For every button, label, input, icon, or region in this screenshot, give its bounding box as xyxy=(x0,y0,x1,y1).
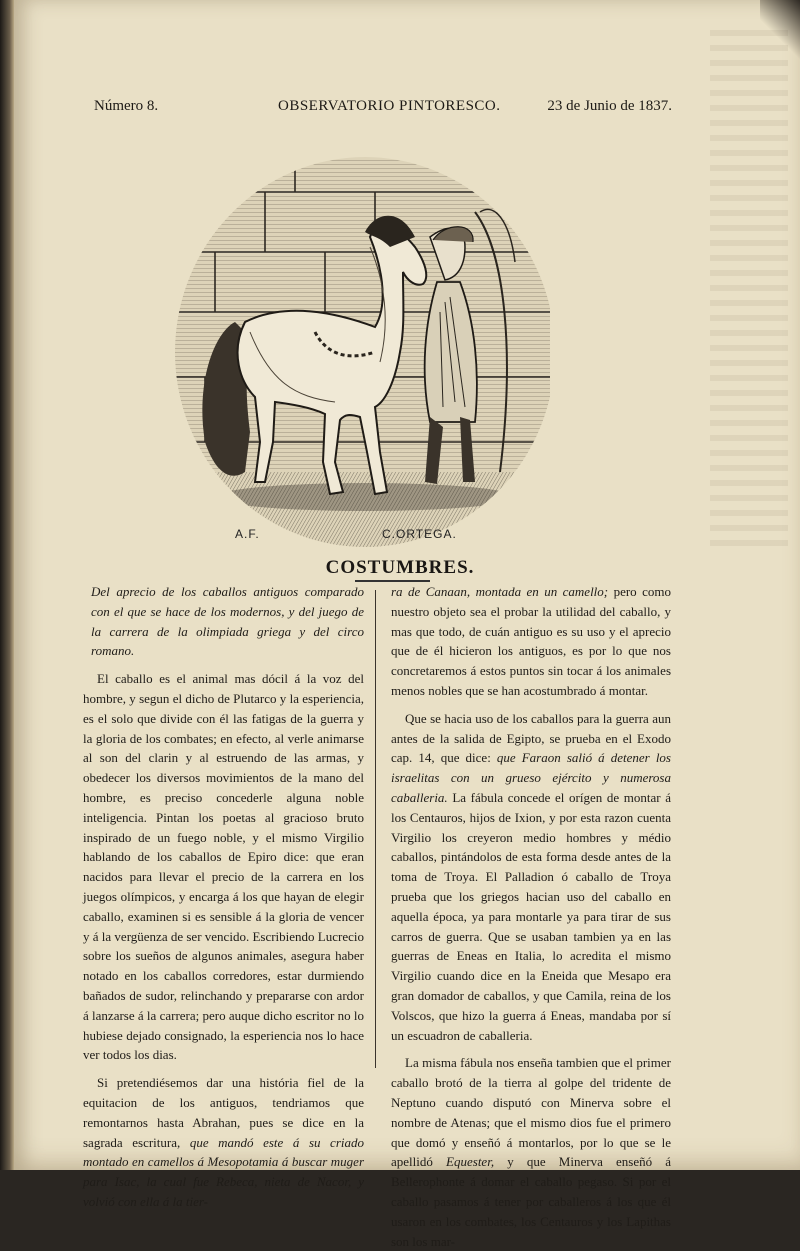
issue-number: Número 8. xyxy=(94,98,159,114)
paragraph-text: Si pretendiésemos dar una história fiel de la equitacion de los antiguos, tendriamos que remontarnos hasta Abrahan, pues se dice en la sagrada escritura, xyxy=(83,1075,364,1150)
paragraph-text: pero como nuestro objeto sea el probar la utilidad del caballo, y mas que todo, de cuán antiguo es su uso y el aprecio que de él hicieron los antiguos, es por lo que nos concretaremos á estos puntos sin tocar á los animales menos nobles que se han acostumbrado á montar. xyxy=(391,584,671,698)
quoted-exodus: que Faraon salió á detener los israelitas con un grueso ejército y numerosa caballeria. xyxy=(391,750,671,805)
page-header xyxy=(82,98,672,122)
latin-term: Equester, xyxy=(446,1154,495,1170)
article-subtitle: Del aprecio de los caballos antiguos comparado con el que se hace de los modernos, y del juego de la carrera de la olimpiada griega y del circo romano. xyxy=(91,584,364,659)
horse-engraving xyxy=(175,152,550,547)
paragraph: El caballo es el animal mas dócil á la voz del hombre, y segun el dicho de Plutarco y la esperiencia, es el solo que divide con él las fatigas de la guerra y la gloria de los combates; en efecto, al verle animarse al son del clarin y al estruendo de las armas, y obedecer los diversos movimientos de la mano del hombre, es preciso concederle alguna noble inteligencia. Pintan los poetas al gracioso bruto inspirado de un fuego noble, y el mismo Virgilio hablando de los caballos de Epiro dice: que eran nacidos para llevar el precio de la carrera en los juegos olímpicos, y encarga á los que hayan de elegir caballo, examinen si es sensible á la gloria de vencer y á la vergüenza de ser vencido. Escribiendo Lucrecio sobre los sueños de algunos animales, asegura haber notado en los caballos corredores, estar durmiendo bañados de sudor, relinchando y prepararse con ardor á lanzarse á la carrera; pero auque dicho escritor no lo hubiese dejado consignado, la esperiencia nos lo hace ver todos los dias. xyxy=(83,671,364,1063)
quoted-scripture: ra de Canaan, montada en un camello; xyxy=(391,584,609,599)
left-column xyxy=(83,582,364,1212)
artist-signature: C.ORTEGA. xyxy=(382,527,457,541)
paragraph xyxy=(83,1073,364,1212)
paragraph xyxy=(391,582,671,701)
page-corner-shadow xyxy=(760,0,800,60)
right-column xyxy=(391,582,671,1251)
section-title: COSTUMBRES. xyxy=(325,557,475,578)
book-spine xyxy=(0,0,14,1170)
bleed-through-text xyxy=(710,30,788,550)
paragraph xyxy=(391,709,671,1046)
paragraph-text: La fábula concede el orígen de montar á los Centauros, hijos de Ixion, y por esta razon cuenta Virgilio los creyeron medio hombres y médio caballos, pintándolos de esta forma desde antes de la toma de Troya. El Palladion ó caballo de Troya prueba que los griegos hacian uso del caballo en aquella época, ya para montarle ya para tirar de sus carros de guerra. Que se usaban tambien ya en las guerras de Eneas en Italia, lo acredita el mismo Virgilio cuando dice en la Eneida que Mesapo era gran domador de caballos, y que Camila, reina de los Volscos, que hizo la guerra á Eneas, mandaba por sí un escuadron de caballeria. xyxy=(391,789,671,1043)
journal-title: OBSERVATORIO PINTORESCO. xyxy=(278,98,501,114)
paragraph-text: Que se hacia uso de los caballos para la guerra aun antes de la salida de Egipto, se prueba en el Exodo cap. 14, que dice: xyxy=(391,710,671,766)
paragraph xyxy=(391,1053,671,1251)
paragraph-text: La misma fábula nos enseña tambien que el primer caballo brotó de la tierra al golpe del tridente de Neptuno cuando disputó con Minerva sobre el nombre de Atenas; que el mismo dios fue el primero que domó y enseñó á montarlos, por lo que se le apellidó xyxy=(391,1055,671,1170)
column-divider xyxy=(375,590,376,1068)
quoted-scripture: que mandó este á su criado montado en camellos á Mesopotamia á buscar muger para Isac, la cual fue Rebeca, nieta de Nacor, y volvió con ella á la tier- xyxy=(83,1134,364,1209)
issue-date: 23 de Junio de 1837. xyxy=(547,98,672,114)
paragraph-text: y que Minerva enseñó á Bellerophonte á domar el caballo pegaso. Si por el caballo pasamos á tener por caballeros á los que él usaron en los combates, los Centauros y los Lapithas son los mar- xyxy=(391,1154,672,1249)
engraver-signature: A.F. xyxy=(235,527,260,541)
